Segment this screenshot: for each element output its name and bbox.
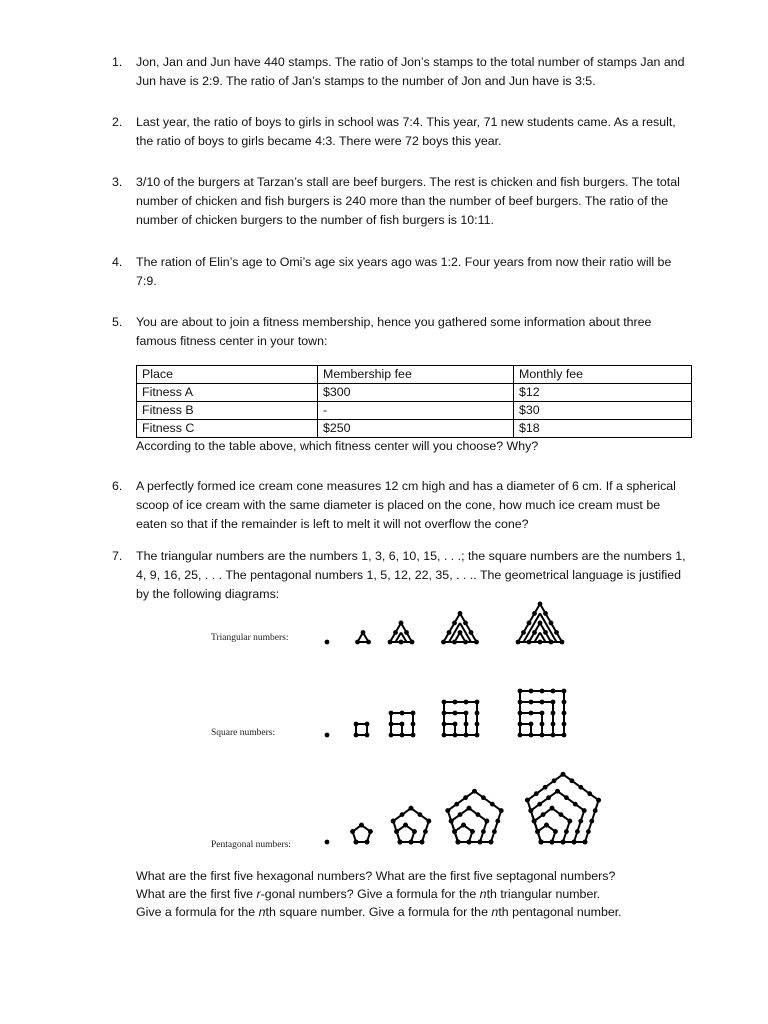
dot [325,640,330,645]
dot [449,819,454,824]
dot [562,711,567,716]
dot [560,640,565,645]
dot [551,700,556,705]
dot [458,630,463,635]
dot [538,621,543,626]
edge [558,791,585,810]
dot [521,630,526,635]
dot [529,733,534,738]
dot [452,621,457,626]
dot [551,722,556,727]
dot [441,640,446,645]
question-text: Last year, the ratio of boys to girls in school was 7:4. This year, 71 new students came. As a result, the ratio of boys to girls became 4:3. There were 72 boys this year. [136,115,676,148]
dot [499,808,504,813]
question-text: A perfectly formed ice cream cone measures 12 cm high and has a diameter of 6 cm. If a spherical scoop of ice cream with the same diameter is placed on the cone, how much ice cream must be eaten so that if the remainder is left to melt it will not overflow the cone? [136,479,676,531]
dot [420,840,425,845]
table-cell: $18 [514,420,692,438]
dot [411,722,416,727]
dot [403,823,408,828]
dot [474,640,479,645]
dot [549,621,554,626]
question-text: You are about to join a fitness membership, hence you gathered some information about three famous fitness center in your town: [136,315,652,348]
dot [456,840,461,845]
dot [409,806,414,811]
dot [325,840,330,845]
closing-line-1: What are the first five hexagonal numbers? What are the first five septagonal numbers? [136,869,616,883]
question-number: 5. [112,315,123,329]
pentagonal-label: Pentagonal numbers: [211,840,291,850]
closing-line-3: Give a formula for the nth square number. Give a formula for the nth pentagonal number. [136,905,622,919]
dot [400,722,405,727]
dot [463,795,468,800]
dot [361,630,366,635]
dot [518,689,523,694]
dot [489,840,494,845]
dot [475,733,480,738]
table-cell: $30 [514,402,692,420]
dot [551,733,556,738]
table-followup: According to the table above, which fitness center will you choose? Why? [136,439,539,453]
dot [400,812,405,817]
dot [458,812,463,817]
dot [538,640,543,645]
dot [464,711,469,716]
question-text: 3/10 of the burgers at Tarzan’s stall are beef burgers. The rest is chicken and fish burgers. The total number of chicken and fish burgers is 240 more than the number of beef burgers. The ratio of the number of chicken burgers to the number of fish burgers is 10:11. [136,175,680,227]
dot [564,829,569,834]
dot [393,630,398,635]
dot [452,640,457,645]
dot [529,711,534,716]
dot [355,640,360,645]
dot [325,733,330,738]
dot [461,823,466,828]
dot [464,722,469,727]
dot [389,733,394,738]
dot [540,700,545,705]
question-text: The ration of Elin’s age to Omi’s age six years ago was 1:2. Four years from now their ratio will be 7:9. [136,255,672,288]
dot [389,711,394,716]
dot [555,789,560,794]
dot [447,630,452,635]
dot [463,621,468,626]
dot [534,791,539,796]
dot [478,840,483,845]
table-header: Place [137,366,318,384]
dot [532,819,537,824]
dot [589,819,594,824]
question-number: 3. [112,175,123,189]
dot [527,640,532,645]
dot [546,795,551,800]
dot [583,840,588,845]
dot [475,711,480,716]
dot [404,630,409,635]
dot [551,689,556,694]
dot [368,829,373,834]
dot [442,722,447,727]
table-cell: $12 [514,384,692,402]
dot [442,700,447,705]
table-cell: Fitness A [137,384,318,402]
dot [575,829,580,834]
dot [365,733,370,738]
closing-line-2: What are the first five r-gonal numbers? Give a formula for the nth triangular number. [136,887,601,901]
edge [475,791,502,810]
dot [366,640,371,645]
dot [398,840,403,845]
table-cell: $250 [318,420,514,438]
dot [593,808,598,813]
dot [475,722,480,727]
question-number: 7. [112,549,123,563]
dot [454,802,459,807]
dot [562,733,567,738]
dot [410,640,415,645]
dot [365,722,370,727]
dot [553,829,558,834]
square-label: Square numbers: [211,728,276,738]
table-cell: $300 [318,384,514,402]
dot [518,733,523,738]
dot [529,700,534,705]
dot [411,711,416,716]
dot [452,829,457,834]
dot [463,640,468,645]
dot [453,700,458,705]
dot [490,802,495,807]
question-text: The triangular numbers are the numbers 1, 3, 6, 10, 15, . . .; the square numbers are the numbers 1, 4, 9, 16, 25, . . . The pentagonal numbers 1, 5, 12, 22, 35, . . .. The geometrical language is justified by the following diagrams: [136,549,686,601]
dot [532,611,537,616]
dot [518,711,523,716]
dot [467,840,472,845]
dot [426,819,431,824]
dot [529,722,534,727]
dot [562,689,567,694]
dot [564,795,569,800]
triangular-label: Triangular numbers: [211,633,289,643]
dot [469,630,474,635]
dot [537,802,542,807]
question-text: Jon, Jan and Jun have 440 stamps. The ratio of Jon’s stamps to the total number of stamps Jan and Jun have is 2:9. The ratio of Jan’s stamps to the number of Jon and Jun have is 3:5. [136,55,685,88]
dot [552,778,557,783]
dot [394,829,399,834]
dot [354,733,359,738]
dot [445,808,450,813]
dot [562,722,567,727]
dot [411,733,416,738]
dot [587,791,592,796]
question-number: 4. [112,255,123,269]
table-cell: - [318,402,514,420]
dot [561,840,566,845]
dot [354,840,359,845]
dot [529,689,534,694]
dot [543,785,548,790]
table-header: Membership fee [318,366,514,384]
dot [391,819,396,824]
dot [538,601,543,606]
dot [586,829,591,834]
dot [527,621,532,626]
table-cell: Fitness B [137,402,318,420]
dot [464,700,469,705]
dot [470,829,475,834]
dot [551,711,556,716]
dot [550,840,555,845]
dot [400,733,405,738]
dot [464,733,469,738]
dot [399,621,404,626]
question-number: 2. [112,115,123,129]
dot [484,819,489,824]
dot [554,630,559,635]
dot [540,689,545,694]
dot [569,778,574,783]
dot [388,640,393,645]
dot [561,772,566,777]
dot [423,829,428,834]
dot [535,829,540,834]
dot [365,840,370,845]
dot [540,711,545,716]
dot [350,829,355,834]
dot [400,711,405,716]
edge [448,811,458,842]
dot [544,823,549,828]
dot [354,722,359,727]
dot [543,611,548,616]
dot [417,812,422,817]
dot [453,733,458,738]
dot [528,808,533,813]
dot [481,829,486,834]
dot [532,630,537,635]
dot [475,700,480,705]
dot [399,640,404,645]
dot [540,733,545,738]
dot [573,802,578,807]
dot [412,829,417,834]
edge [491,811,501,842]
question-number: 1. [112,55,123,69]
dot [518,700,523,705]
dot [562,700,567,705]
dot [516,640,521,645]
dot [582,808,587,813]
dot [389,722,394,727]
dot [359,823,364,828]
dot [543,630,548,635]
dot [409,840,414,845]
dot [495,819,500,824]
dot [467,806,472,811]
dot [549,640,554,645]
dot [453,711,458,716]
dot [518,722,523,727]
dot [596,798,601,803]
dot [539,840,544,845]
triangular-diagrams [325,601,565,644]
table-cell: Fitness C [137,420,318,438]
dot [541,812,546,817]
dot [540,722,545,727]
dot [578,785,583,790]
dot [442,711,447,716]
square-diagrams [325,689,567,738]
dot [578,819,583,824]
pentagonal-diagrams [325,772,601,845]
dot [458,611,463,616]
dot [572,840,577,845]
dot [550,806,555,811]
dot [442,733,447,738]
dot [453,722,458,727]
table-header: Monthly fee [514,366,692,384]
dot [567,819,572,824]
dot [475,812,480,817]
dot [558,812,563,817]
question-number: 6. [112,479,123,493]
edge [574,811,584,842]
dot [472,789,477,794]
dot [481,795,486,800]
dot [492,829,497,834]
dot [525,798,530,803]
